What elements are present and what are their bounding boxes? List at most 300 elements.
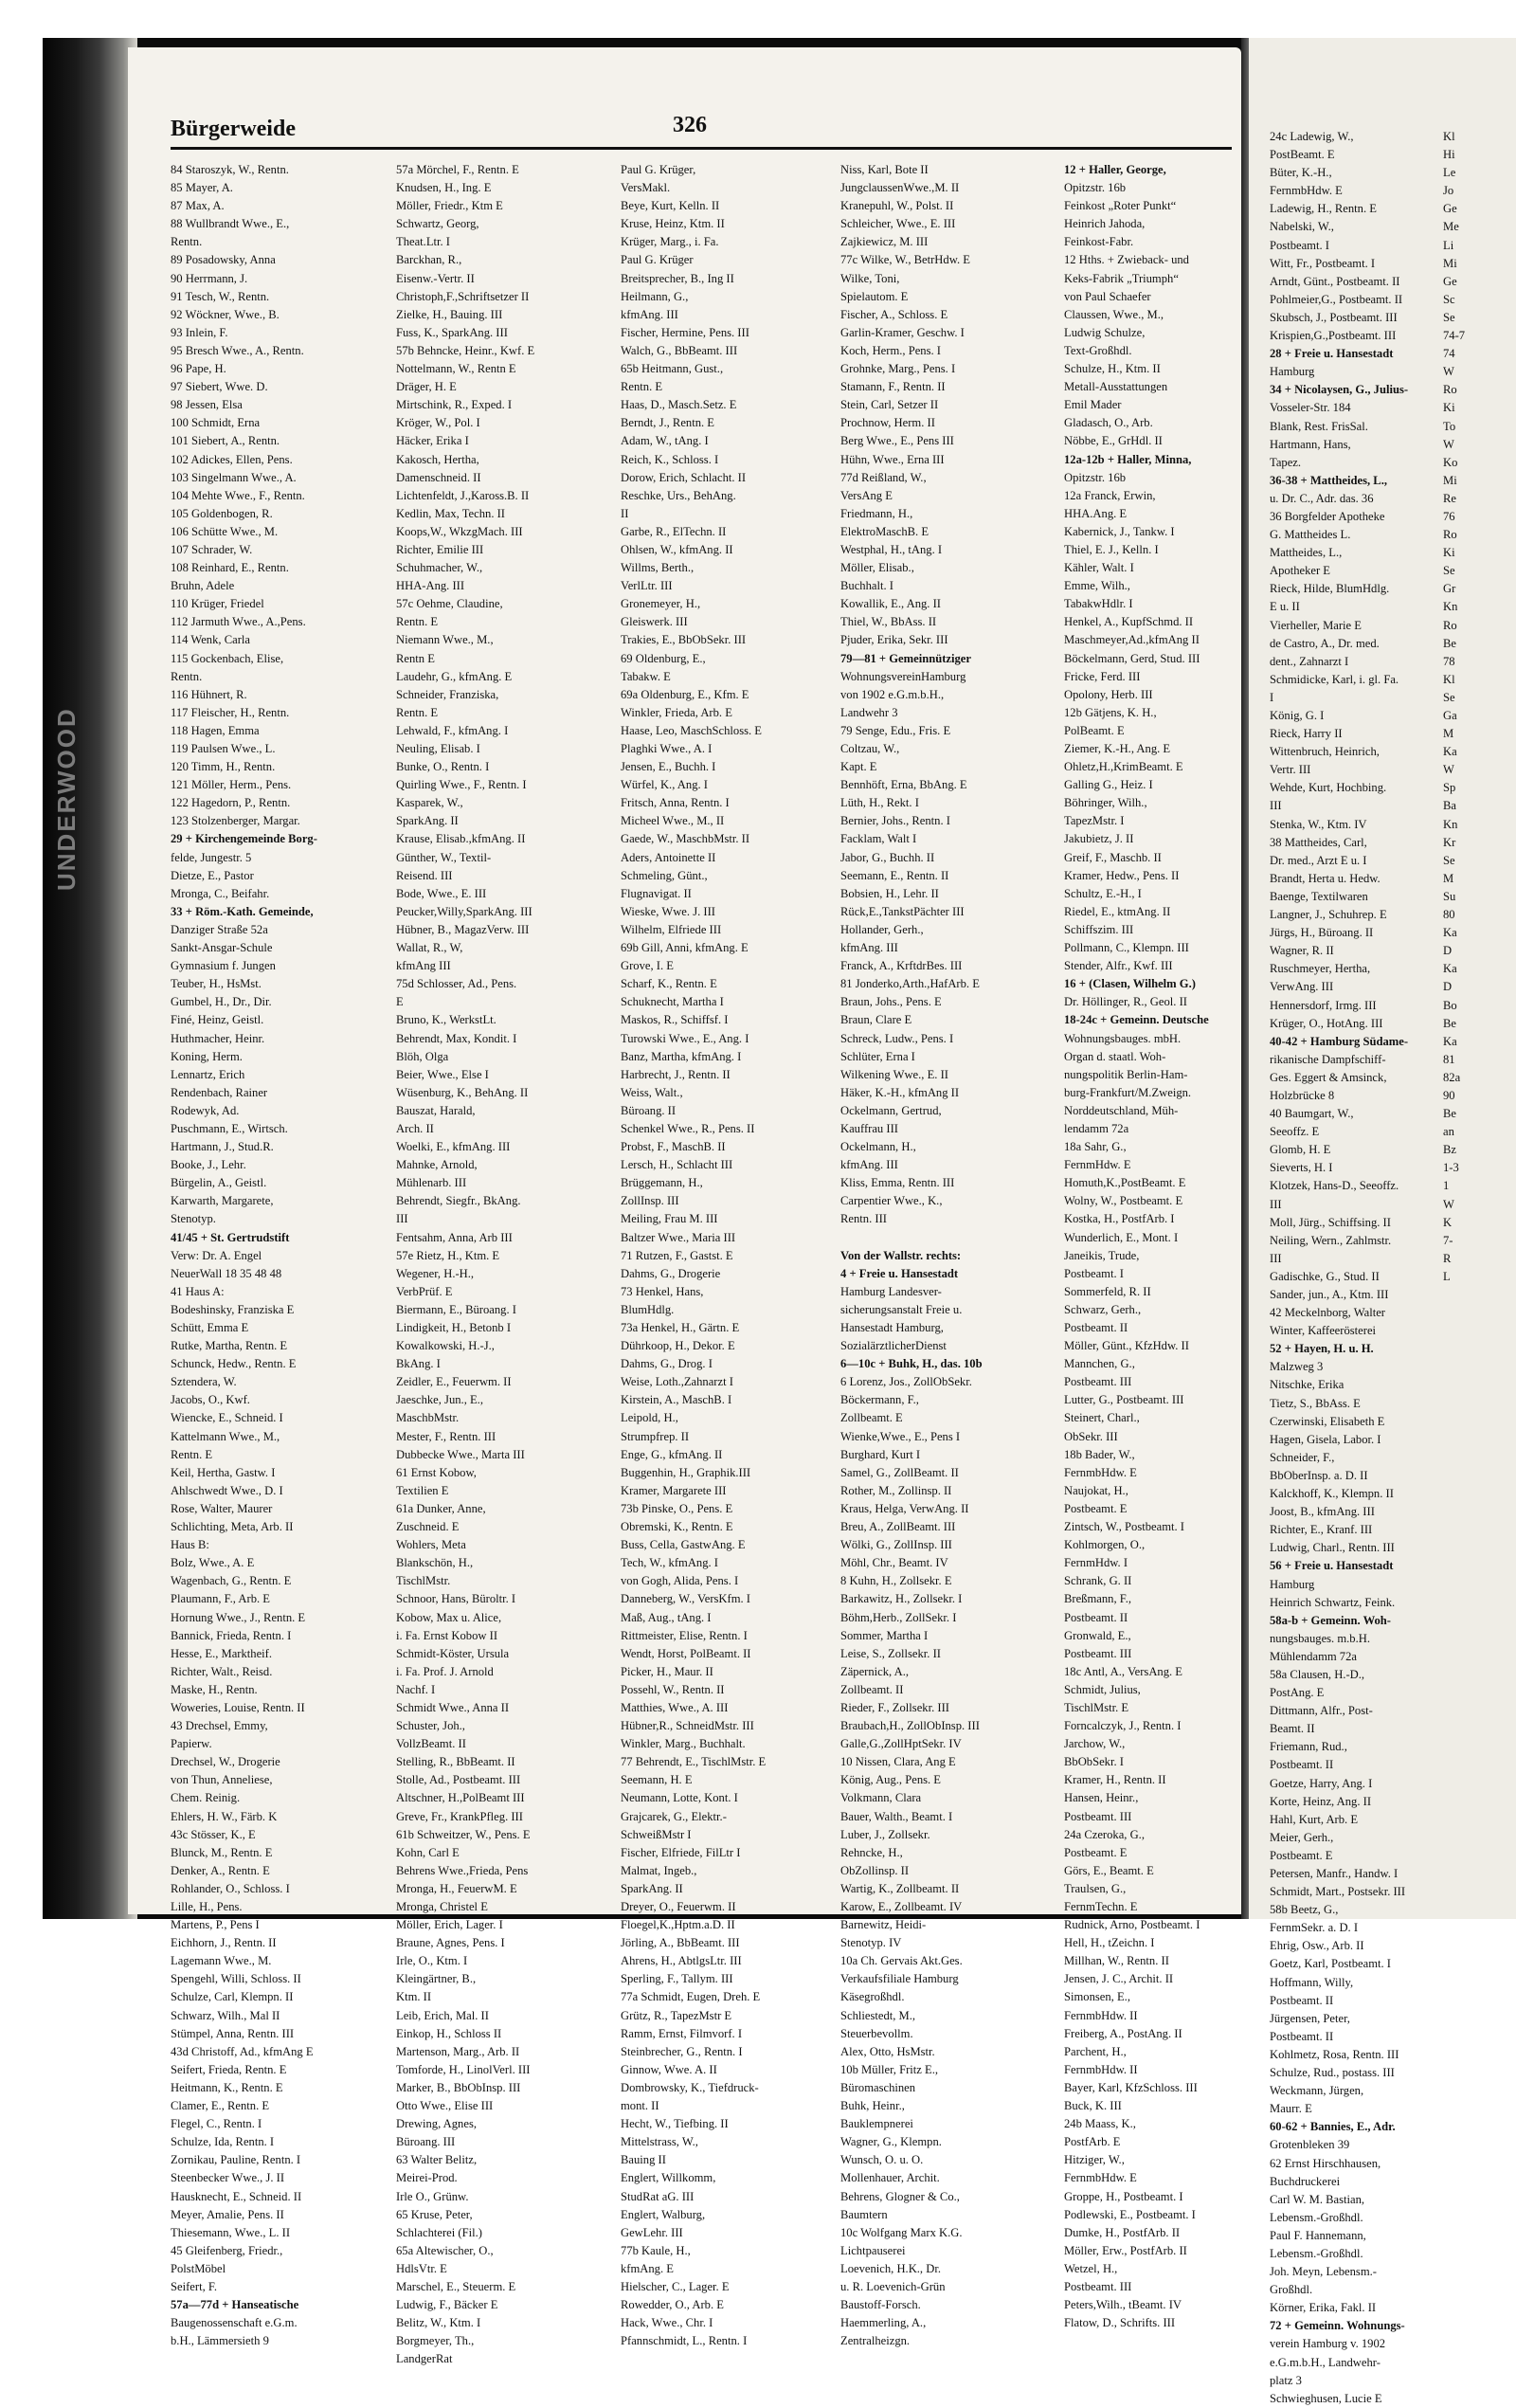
directory-entry: 16 + (Clasen, Wilhelm G.): [1064, 977, 1196, 991]
directory-entry: Apotheker E: [1270, 564, 1330, 578]
directory-entry: Kauffrau III: [840, 1121, 898, 1135]
directory-entry: Braubach,H., ZollObInsp. III: [840, 1719, 980, 1733]
directory-entry: Zornikau, Pauline, Rentn. I: [171, 2153, 301, 2167]
directory-entry: Eichhorn, J., Rentn. II: [171, 1936, 277, 1950]
directory-entry: Simonsen, E.,: [1064, 1990, 1130, 2004]
fragment-entry: Ka: [1443, 926, 1457, 940]
directory-entry: Behrendt, Max, Kondit. I: [396, 1031, 517, 1045]
directory-entry: Danziger Straße 52a: [171, 922, 268, 936]
directory-entry: Bodeshinsky, Franziska E: [171, 1302, 295, 1316]
directory-entry: FernmSekr. a. D. I: [1270, 1921, 1359, 1935]
directory-entry: PolstMöbel: [171, 2261, 226, 2275]
directory-entry: 117 Fleischer, H., Rentn.: [171, 705, 290, 719]
directory-entry: VerbPrüf. E: [396, 1284, 453, 1298]
directory-entry: u. R. Loevenich-Grün: [840, 2279, 946, 2293]
directory-entry: Kalckhoff, K., Klempn. II: [1270, 1487, 1394, 1501]
fragment-entry: Ge: [1443, 274, 1457, 288]
directory-entry: Hell, H., tZeichn. I: [1064, 1936, 1155, 1950]
directory-entry: Meirei-Prod.: [396, 2171, 458, 2185]
fragment-entry: M: [1443, 727, 1454, 741]
directory-entry: 12 + Haller, George,: [1064, 163, 1166, 176]
directory-entry: Buchdruckerei: [1270, 2174, 1341, 2188]
directory-entry: Plaghki Wwe., A. I: [621, 742, 713, 755]
directory-entry: Kramer, Margarete III: [621, 1483, 727, 1497]
directory-entry: 29 + Kirchengemeinde Borg-: [171, 832, 317, 846]
directory-entry: Buss, Cella, GastwAng. E: [621, 1538, 746, 1552]
directory-entry: Janeikis, Trude,: [1064, 1248, 1140, 1262]
directory-entry: 24b Maass, K.,: [1064, 2117, 1136, 2131]
directory-entry: Aders, Antoinette II: [621, 850, 716, 864]
directory-entry: FernmbHdw. E: [1270, 184, 1343, 198]
directory-entry: Maske, H., Rentn.: [171, 1682, 258, 1696]
directory-entry: Böhringer, Wilh.,: [1064, 796, 1147, 810]
directory-entry: Damenschneid. II: [396, 470, 481, 484]
directory-entry: 43 Drechsel, Emmy,: [171, 1719, 268, 1733]
directory-entry: Büroang. II: [621, 1103, 677, 1117]
directory-entry: Seemann, H. E: [621, 1773, 693, 1787]
directory-entry: 10a Ch. Gervais Akt.Ges.: [840, 1954, 963, 1968]
directory-entry: Wendt, Horst, PolBeamt. II: [621, 1646, 751, 1660]
directory-entry: Ohlsen, W., kfmAng. II: [621, 542, 733, 556]
directory-entry: Coltzau, W.,: [840, 742, 900, 755]
directory-entry: Hollander, Gerh.,: [840, 922, 924, 936]
directory-entry: sicherungsanstalt Freie u.: [840, 1302, 963, 1316]
directory-entry: 18c Antl, A., VersAng. E: [1064, 1664, 1183, 1678]
directory-entry: 33 + Röm.-Kath. Gemeinde,: [171, 904, 314, 918]
directory-entry: Maurr. E: [1270, 2102, 1312, 2116]
fragment-entry: Ka: [1443, 1034, 1457, 1048]
directory-entry: Blankschön, H.,: [396, 1556, 474, 1570]
directory-entry: Booke, J., Lehr.: [171, 1158, 246, 1172]
directory-entry: Meier, Gerh.,: [1270, 1830, 1334, 1844]
directory-entry: Grove, I. E: [621, 959, 674, 973]
directory-entry: Wienke,Wwe., E., Pens I: [840, 1429, 961, 1443]
directory-entry: kfmAng III: [396, 959, 451, 973]
directory-entry: Reisend. III: [396, 868, 453, 882]
directory-entry: Greif, F., Maschb. II: [1064, 850, 1162, 864]
directory-entry: Tietz, S., BbAss. E: [1270, 1396, 1361, 1410]
directory-entry: Niemann Wwe., M.,: [396, 633, 494, 647]
directory-entry: Loevenich, H.K., Dr.: [840, 2261, 941, 2275]
directory-entry: Gronwald, E.,: [1064, 1628, 1131, 1642]
directory-entry: Arndt, Günt., Postbeamt. II: [1270, 274, 1400, 288]
directory-entry: Textilien E: [396, 1483, 449, 1497]
directory-entry: Rentn.: [171, 669, 203, 683]
directory-entry: Text-Großhdl.: [1064, 343, 1132, 357]
directory-entry: Schwarz, Gerh.,: [1064, 1302, 1142, 1316]
directory-entry: Postbeamt. I: [1064, 1266, 1124, 1280]
directory-entry: 102 Adickes, Ellen, Pens.: [171, 452, 293, 466]
directory-entry: Ehrig, Osw., Arb. II: [1270, 1939, 1364, 1953]
directory-entry: Dorow, Erich, Schlacht. II: [621, 470, 747, 484]
directory-entry: 69 Oldenburg, E.,: [621, 651, 706, 665]
directory-entry: Grohnke, Marg., Pens. I: [840, 362, 956, 376]
directory-entry: Postbeamt. II: [1064, 1321, 1128, 1334]
directory-entry: 18-24c + Gemeinn. Deutsche: [1064, 1013, 1209, 1027]
directory-entry: Gleiswerk. III: [621, 615, 688, 629]
directory-entry: Wilke, Toni,: [840, 271, 900, 285]
directory-entry: Scharf, K., Rentn. E: [621, 977, 717, 991]
fragment-entry: Ki: [1443, 401, 1455, 415]
directory-entry: Brandt, Herta u. Hedw.: [1270, 871, 1381, 885]
directory-entry: Rieck, Hilde, BlumHdlg.: [1270, 582, 1390, 596]
directory-entry: Dreyer, O., Feuerwm. II: [621, 1900, 736, 1913]
directory-entry: König, Aug., Pens. E: [840, 1773, 942, 1787]
directory-entry: Kapt. E: [840, 760, 877, 774]
directory-entry: Stender, Alfr., Kwf. III: [1064, 959, 1173, 973]
fragment-entry: Ko: [1443, 455, 1458, 469]
directory-entry: Fuss, K., SparkAng. III: [396, 325, 508, 339]
directory-entry: Hitziger, W.,: [1064, 2153, 1125, 2167]
column-3: [621, 161, 837, 2350]
directory-entry: Teuber, H., HsMst.: [171, 977, 262, 991]
directory-entry: Sankt-Ansgar-Schule: [171, 941, 273, 955]
directory-entry: Behrens, Glogner & Co.,: [840, 2189, 960, 2203]
directory-entry: Kohn, Carl E: [396, 1845, 460, 1859]
directory-entry: FernmbHdw. II: [1064, 2062, 1138, 2076]
directory-entry: Ginnow, Wwe. A. II: [621, 2062, 717, 2076]
directory-entry: Fischer, Elfriede, FilLtr I: [621, 1845, 741, 1859]
directory-entry: 65b Heitmann, Gust.,: [621, 362, 724, 376]
directory-entry: Nitschke, Erika: [1270, 1378, 1345, 1392]
directory-entry: Malmat, Ingeb.,: [621, 1863, 697, 1877]
directory-entry: Quirling Wwe., F., Rentn. I: [396, 778, 527, 792]
directory-entry: ObSekr. III: [1064, 1429, 1118, 1443]
directory-entry: Richter, E., Kranf. III: [1270, 1523, 1373, 1537]
directory-entry: Drechsel, W., Drogerie: [171, 1755, 280, 1769]
directory-entry: Meiling, Frau M. III: [621, 1212, 718, 1226]
directory-entry: Krüger, O., HotAng. III: [1270, 1016, 1383, 1030]
directory-entry: FernmHdw. E: [1064, 1158, 1131, 1172]
directory-entry: Koops,W., WkzgMach. III: [396, 524, 523, 538]
fragment-entry: Kl: [1443, 672, 1455, 686]
directory-entry: Ruschmeyer, Hertha,: [1270, 962, 1371, 976]
directory-entry: Möhl, Chr., Beamt. IV: [840, 1556, 948, 1570]
fragment-entry: Bz: [1443, 1143, 1456, 1157]
directory-entry: Norddeutschland, Müh-: [1064, 1103, 1179, 1117]
fragment-entry: Se: [1443, 690, 1455, 704]
directory-entry: platz 3: [1270, 2373, 1302, 2387]
directory-entry: 73b Pinske, O., Pens. E: [621, 1501, 733, 1515]
directory-entry: Biermann, E., Büroang. I: [396, 1302, 516, 1316]
directory-entry: Berg Wwe., E., Pens III: [840, 434, 954, 448]
directory-entry: Malzweg 3: [1270, 1360, 1324, 1374]
directory-entry: Wiencke, E., Schneid. I: [171, 1411, 283, 1425]
directory-entry: Haas, D., Masch.Setz. E: [621, 398, 737, 412]
directory-entry: Schulze, Rud., postass. III: [1270, 2066, 1395, 2080]
directory-entry: Schlüter, Erna I: [840, 1049, 915, 1063]
directory-entry: Hamburg: [1270, 1577, 1315, 1591]
directory-entry: 57a—77d + Hanseatische: [171, 2298, 299, 2312]
directory-entry: Braune, Agnes, Pens. I: [396, 1936, 505, 1950]
fragment-entry: Ka: [1443, 962, 1457, 976]
directory-entry: Büroang. III: [396, 2135, 456, 2149]
directory-entry: 36-38 + Mattheides, L.,: [1270, 473, 1388, 487]
directory-entry: Mühlendamm 72a: [1270, 1649, 1357, 1663]
directory-entry: Wegener, H.-H.,: [396, 1266, 475, 1280]
directory-entry: Postbeamt. I: [1270, 238, 1329, 252]
directory-entry: Postbeamt. III: [1064, 1646, 1132, 1660]
directory-entry: Seemann, E., Rentn. II: [840, 868, 949, 882]
directory-entry: StudRat aG. III: [621, 2189, 695, 2203]
fragment-entry: W: [1443, 1197, 1454, 1211]
directory-entry: Banz, Martha, kfmAng. I: [621, 1049, 742, 1063]
directory-entry: 69a Oldenburg, E., Kfm. E: [621, 687, 749, 701]
directory-entry: Steuerbevollm.: [840, 2026, 913, 2040]
fragment-entry: Gr: [1443, 582, 1456, 596]
directory-entry: Ahrens, H., AbtlgsLtr. III: [621, 1954, 742, 1968]
directory-entry: Neuling, Elisab. I: [396, 742, 480, 755]
directory-entry: Koch, Herm., Pens. I: [840, 343, 941, 357]
directory-entry: Schulze, Carl, Klempn. II: [171, 1990, 294, 2004]
directory-entry: burg-Frankfurt/M.Zweign.: [1064, 1085, 1192, 1099]
directory-entry: 43c Stösser, K., E: [171, 1827, 256, 1841]
directory-entry: Gaede, W., MaschbMstr. II: [621, 832, 750, 846]
directory-entry: 104 Mehte Wwe., F., Rentn.: [171, 488, 305, 502]
directory-entry: Opitzstr. 16b: [1064, 181, 1127, 195]
directory-entry: Naujokat, H.,: [1064, 1483, 1128, 1497]
directory-entry: Hartmann, Hans,: [1270, 437, 1351, 451]
directory-entry: NeuerWall 18 35 48 48: [171, 1266, 282, 1280]
directory-entry: Ahlschwedt Wwe., D. I: [171, 1483, 283, 1497]
directory-entry: 6—10c + Buhk, H., das. 10b: [840, 1357, 983, 1371]
directory-entry: 108 Reinhard, E., Rentn.: [171, 561, 289, 575]
directory-entry: 119 Paulsen Wwe., L.: [171, 742, 276, 755]
directory-entry: Rück,E.,TankstPächter III: [840, 904, 965, 918]
directory-entry: Richter, Emilie III: [396, 542, 484, 556]
directory-entry: 114 Wenk, Carla: [171, 633, 250, 647]
directory-entry: Neiling, Wern., Zahlmstr.: [1270, 1233, 1392, 1247]
directory-entry: Emil Mader: [1064, 398, 1122, 412]
directory-entry: von 1902 e.G.m.b.H.,: [840, 687, 945, 701]
directory-entry: Ludwig, Charl., Rentn. III: [1270, 1541, 1395, 1555]
directory-entry: GewLehr. III: [621, 2225, 683, 2239]
directory-entry: Postbeamt. E: [1064, 1845, 1128, 1859]
directory-entry: Heitmann, K., Rentn. E: [171, 2080, 283, 2094]
directory-entry: Wagenbach, G., Rentn. E: [171, 1574, 292, 1588]
fragment-entry: Kr: [1443, 835, 1456, 849]
directory-entry: E: [396, 995, 404, 1009]
directory-entry: Possehl, W., Rentn. II: [621, 1682, 725, 1696]
directory-entry: Keil, Hertha, Gastw. I: [171, 1465, 276, 1479]
page-number: 326: [673, 113, 707, 137]
directory-entry: Schmeling, Günt.,: [621, 868, 708, 882]
directory-entry: mont. II: [621, 2099, 659, 2113]
directory-entry: 10c Wolfgang Marx K.G.: [840, 2225, 963, 2239]
directory-entry: Grajcarek, G., Elektr.-: [621, 1809, 727, 1823]
directory-entry: Steenbecker Wwe., J. II: [171, 2171, 285, 2185]
directory-entry: 40-42 + Hamburg Südame-: [1270, 1034, 1409, 1048]
directory-entry: Friedmann, H.,: [840, 506, 913, 520]
fragment-entry: 74-7: [1443, 329, 1466, 343]
directory-entry: Heinrich Schwartz, Feink.: [1270, 1595, 1396, 1609]
fragment-entry: 82a: [1443, 1070, 1461, 1084]
directory-entry: 58a-b + Gemeinn. Woh-: [1270, 1613, 1391, 1627]
directory-entry: Würfel, K., Ang. I: [621, 778, 708, 792]
directory-entry: Bobsien, H., Lehr. II: [840, 886, 939, 900]
directory-entry: Rodewyk, Ad.: [171, 1103, 240, 1117]
directory-entry: Barkawitz, H., Zollsekr. I: [840, 1592, 963, 1606]
directory-entry: Tomforde, H., LinolVerl. III: [396, 2062, 531, 2076]
directory-entry: Postbeamt. II: [1270, 2029, 1334, 2043]
directory-entry: Metall-Ausstattungen: [1064, 380, 1168, 394]
directory-entry: Englert, Willkomm,: [621, 2171, 716, 2185]
fragment-entry: Sp: [1443, 781, 1456, 795]
directory-entry: Wüsenburg, K., BehAng. II: [396, 1085, 529, 1099]
directory-entry: Krüger, Marg., i. Fa.: [621, 235, 719, 249]
directory-entry: Kohlmetz, Rosa, Rentn. III: [1270, 2047, 1399, 2061]
directory-entry: Kranepuhl, W., Polst. II: [840, 199, 954, 213]
directory-entry: Büromaschinen: [840, 2080, 916, 2094]
directory-entry: Irle O., Grünw.: [396, 2189, 469, 2203]
directory-entry: Woweries, Louise, Rentn. II: [171, 1700, 305, 1714]
fragment-entry: Ro: [1443, 528, 1457, 542]
directory-entry: Schulze, H., Ktm. II: [1064, 362, 1161, 376]
directory-entry: Haase, Leo, MaschSchloss. E: [621, 723, 762, 737]
directory-entry: Jaeschke, Jun., E.,: [396, 1393, 483, 1407]
directory-entry: Großhdl.: [1270, 2283, 1313, 2297]
directory-entry: Schulze, Ida, Rentn. I: [171, 2135, 275, 2149]
directory-entry: Fischer, A., Schloss. E: [840, 307, 948, 321]
directory-entry: Rentn. III: [840, 1212, 887, 1226]
directory-entry: Blunck, M., Rentn. E: [171, 1845, 273, 1859]
directory-entry: Jabor, G., Buchh. II: [840, 850, 935, 864]
directory-entry: Mronga, H., FeuerwM. E: [396, 1881, 517, 1895]
directory-entry: Gronemeyer, H.,: [621, 597, 701, 611]
directory-entry: Kähler, Walt. I: [1064, 561, 1134, 575]
directory-entry: Blöh, Olga: [396, 1049, 449, 1063]
directory-entry: Möller, Erw., PostfArb. II: [1064, 2243, 1187, 2257]
directory-entry: Schrank, G. II: [1064, 1574, 1132, 1588]
directory-entry: Hübner, B., MagazVerw. III: [396, 922, 530, 936]
directory-entry: b.H., Lämmersieth 9: [171, 2334, 269, 2348]
fragment-entry: Sc: [1443, 292, 1455, 306]
directory-entry: verein Hamburg v. 1902: [1270, 2337, 1386, 2351]
directory-entry: Böckermann, F.,: [840, 1393, 919, 1407]
binding-stamp-text: UNDERWOOD: [52, 707, 81, 891]
directory-entry: 118 Hagen, Emma: [171, 723, 260, 737]
directory-entry: WohnungsvereinHamburg: [840, 669, 966, 683]
directory-entry: Hansestadt Hamburg,: [840, 1321, 944, 1334]
directory-entry: Sander, jun., A., Ktm. III: [1270, 1288, 1389, 1301]
directory-entry: Grütz, R., TapezMstr E: [621, 2008, 732, 2022]
directory-entry: Zäpernick, A.,: [840, 1664, 910, 1678]
directory-entry: Knudsen, H., Ing. E: [396, 181, 492, 195]
directory-entry: Burghard, Kurt I: [840, 1447, 921, 1461]
directory-entry: Görs, E., Beamt. E: [1064, 1863, 1154, 1877]
directory-entry: felde, Jungestr. 5: [171, 850, 252, 864]
directory-entry: Rieder, F., Zollsekr. III: [840, 1700, 949, 1714]
directory-entry: Micheel Wwe., M., II: [621, 814, 725, 828]
directory-entry: Trakies, E., BbObSekr. III: [621, 633, 747, 647]
directory-entry: Breu, A., ZollBeamt. III: [840, 1520, 956, 1534]
fragment-entry: L: [1443, 1269, 1451, 1283]
directory-entry: Steinert, Charl.,: [1064, 1411, 1140, 1425]
directory-entry: Bode, Wwe., E. III: [396, 886, 487, 900]
directory-entry: Papierw.: [171, 1737, 212, 1751]
directory-entry: Turowski Wwe., E., Ang. I: [621, 1031, 749, 1045]
directory-entry: Peters,Wilh., tBeamt. IV: [1064, 2298, 1182, 2312]
directory-entry: Beye, Kurt, Kelln. II: [621, 199, 720, 213]
directory-entry: III: [1270, 1251, 1282, 1265]
directory-entry: Millhan, W., Rentn. II: [1064, 1954, 1169, 1968]
directory-entry: Schiffszim. III: [1064, 922, 1134, 936]
directory-entry: Hühn, Wwe., Erna III: [840, 452, 945, 466]
directory-entry: Buck, K. III: [1064, 2099, 1122, 2113]
directory-entry: Schwartz, Georg,: [396, 217, 479, 231]
directory-entry: Wohlers, Meta: [396, 1538, 466, 1552]
directory-entry: FernmbHdw. II: [1064, 2008, 1138, 2022]
directory-entry: 77b Kaule, H.,: [621, 2243, 691, 2257]
directory-entry: Lennartz, Erich: [171, 1067, 245, 1081]
directory-entry: Häcker, Erika I: [396, 434, 469, 448]
directory-entry: PostfArb. E: [1064, 2135, 1121, 2149]
directory-entry: Ziemer, K.-H., Ang. E: [1064, 742, 1171, 755]
directory-entry: Ludwig, F., Bäcker E: [396, 2298, 498, 2312]
directory-entry: Heilmann, G.,: [621, 289, 689, 303]
directory-entry: Schmidt Wwe., Anna II: [396, 1700, 510, 1714]
directory-entry: Nöbbe, E., GrHdl. II: [1064, 434, 1163, 448]
directory-entry: 57e Rietz, H., Ktm. E: [396, 1248, 500, 1262]
directory-entry: Landwehr 3: [840, 705, 898, 719]
directory-entry: Vierheller, Marie E: [1270, 618, 1362, 632]
directory-entry: Nottelmann, W., Rentn E: [396, 362, 516, 376]
fragment-entry: R: [1443, 1251, 1452, 1265]
directory-entry: Opitzstr. 16b: [1064, 470, 1127, 484]
directory-entry: Bauklempnerei: [840, 2117, 913, 2131]
directory-entry: Nabelski, W.,: [1270, 220, 1334, 234]
fragment-entry: an: [1443, 1125, 1454, 1139]
directory-entry: Homuth,K.,PostBeamt. E: [1064, 1176, 1186, 1190]
directory-entry: TabakwHdlr. I: [1064, 597, 1133, 611]
directory-entry: 45 Gleifenberg, Friedr.,: [171, 2243, 283, 2257]
facing-page: [1249, 38, 1516, 2405]
directory-entry: Dr. Höllinger, R., Geol. II: [1064, 995, 1187, 1009]
fragment-entry: Su: [1443, 889, 1456, 903]
directory-entry: Lebensm.-Großhdl.: [1270, 2210, 1363, 2224]
directory-entry: Postbeamt. E: [1270, 1848, 1333, 1862]
directory-entry: Postbeamt. III: [1064, 2279, 1132, 2293]
directory-entry: Wartig, K., Zollbeamt. II: [840, 1881, 960, 1895]
directory-entry: Zentralheizgn.: [840, 2334, 911, 2348]
directory-entry: JungclaussenWwe.,M. II: [840, 181, 960, 195]
directory-entry: Mronga, C., Beifahr.: [171, 886, 270, 900]
directory-entry: Prochnow, Herm. II: [840, 416, 935, 430]
fragment-entry: Kn: [1443, 600, 1458, 614]
directory-entry: Keks-Fabrik „Triumph“: [1064, 271, 1179, 285]
directory-entry: Kattelmann Wwe., M.,: [171, 1429, 280, 1443]
book-binding: [43, 38, 137, 1919]
directory-entry: 73a Henkel, H., Gärtn. E: [621, 1321, 740, 1334]
directory-entry: Mester, F., Rentn. III: [396, 1429, 496, 1443]
directory-entry: Kraus, Helga, VerwAng. II: [840, 1501, 969, 1515]
directory-entry: Zuschneid. E: [396, 1520, 460, 1534]
directory-entry: Feinkost „Roter Punkt“: [1064, 199, 1177, 213]
directory-entry: Rother, M., Zollinsp. II: [840, 1483, 952, 1497]
directory-entry: Schliestedt, M.,: [840, 2008, 916, 2022]
directory-entry: Paul F. Hannemann,: [1270, 2228, 1366, 2242]
directory-entry: Gumbel, H., Dr., Dir.: [171, 995, 272, 1009]
directory-entry: Buggenhin, H., Graphik.III: [621, 1465, 751, 1479]
directory-entry: lendamm 72a: [1064, 1121, 1129, 1135]
directory-entry: Maß, Aug., tAng. I: [621, 1610, 712, 1624]
directory-entry: FernmbHdw. E: [1064, 2171, 1137, 2185]
directory-entry: 28 + Freie u. Hansestadt: [1270, 347, 1394, 361]
directory-entry: Arch. II: [396, 1121, 434, 1135]
directory-entry: Lehwald, F., kfmAng. I: [396, 723, 509, 737]
directory-entry: 121 Möller, Herm., Pens.: [171, 778, 292, 792]
directory-entry: 84 Staroszyk, W., Rentn.: [171, 163, 289, 176]
